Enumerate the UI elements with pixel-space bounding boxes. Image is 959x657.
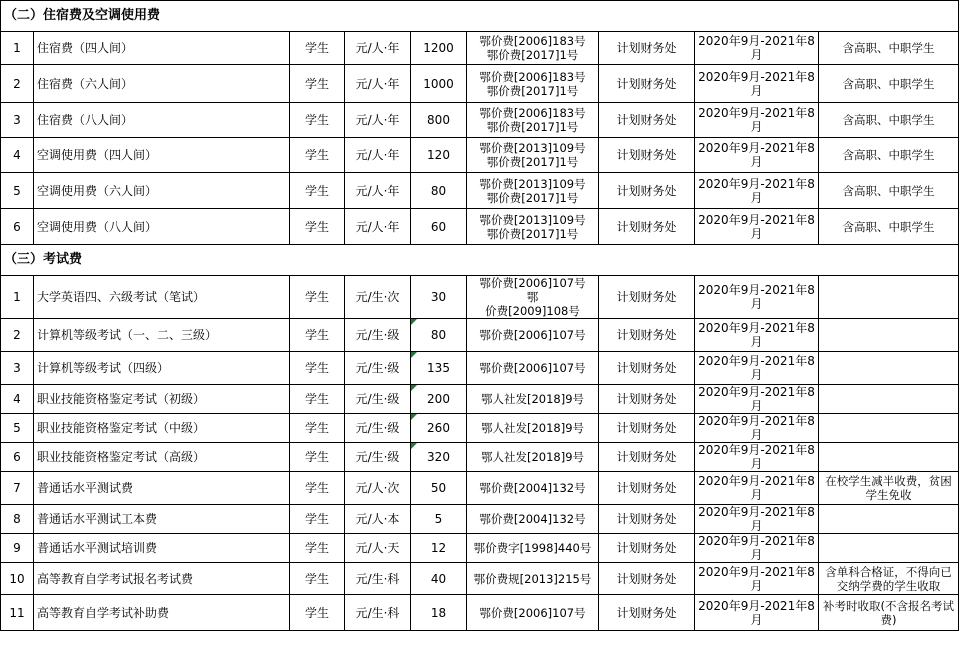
fee-department: 计划财务处	[599, 443, 695, 472]
fee-basis	[467, 563, 599, 595]
row-number: 4	[1, 138, 34, 173]
fee-amount: 50	[411, 472, 467, 505]
table-row	[1, 414, 959, 443]
fee-basis	[467, 472, 599, 505]
fee-basis	[467, 443, 599, 472]
fee-amount: 1000	[411, 65, 467, 103]
fee-target: 学生	[290, 443, 345, 472]
basis-line: 鄂价费[2017]1号	[486, 48, 579, 62]
fee-unit: 元/生·级	[345, 385, 411, 414]
fee-unit: 元/人·年	[345, 103, 411, 138]
fee-note	[819, 385, 959, 414]
fee-item: 计算机等级考试（四级）	[34, 352, 290, 385]
fee-basis	[467, 319, 599, 352]
fee-amount: 60	[411, 209, 467, 245]
fee-target: 学生	[290, 505, 345, 534]
row-number: 11	[1, 595, 34, 631]
fee-note: 含高职、中职学生	[819, 138, 959, 173]
section-title: （三）考试费	[1, 245, 959, 276]
fee-item: 普通话水平测试费	[34, 472, 290, 505]
fee-item: 职业技能资格鉴定考试（中级）	[34, 414, 290, 443]
fee-note	[819, 319, 959, 352]
fee-note: 含单科合格证，不得向已交纳学费的学生收取	[819, 563, 959, 595]
fee-unit: 元/人·年	[345, 32, 411, 65]
fee-period: 2020年9月-2021年8月	[695, 65, 819, 103]
fee-note: 含高职、中职学生	[819, 103, 959, 138]
fee-amount: 1200	[411, 32, 467, 65]
fee-period: 2020年9月-2021年8月	[695, 443, 819, 472]
fee-basis	[467, 32, 599, 65]
fee-target: 学生	[290, 173, 345, 209]
basis-line: 鄂价费[2006]183号	[479, 106, 586, 120]
section-header-row	[1, 1, 959, 32]
fee-target: 学生	[290, 103, 345, 138]
fee-amount: 120	[411, 138, 467, 173]
fee-target: 学生	[290, 276, 345, 319]
fee-table-body	[1, 1, 959, 631]
fee-target: 学生	[290, 414, 345, 443]
fee-note	[819, 505, 959, 534]
fee-period: 2020年9月-2021年8月	[695, 472, 819, 505]
table-row	[1, 505, 959, 534]
fee-note: 含高职、中职学生	[819, 209, 959, 245]
basis-line: 鄂价费[2006]107号 鄂	[479, 276, 598, 304]
row-number: 3	[1, 103, 34, 138]
fee-department: 计划财务处	[599, 138, 695, 173]
basis-line: 价费[2009]108号	[485, 304, 580, 318]
basis-line: 鄂人社发[2018]9号	[480, 450, 585, 464]
fee-unit: 元/人·天	[345, 534, 411, 563]
row-number: 9	[1, 534, 34, 563]
fee-note: 含高职、中职学生	[819, 173, 959, 209]
basis-line: 鄂价费[2017]1号	[486, 120, 579, 134]
fee-unit: 元/生·级	[345, 319, 411, 352]
fee-unit: 元/生·科	[345, 563, 411, 595]
fee-basis	[467, 65, 599, 103]
fee-department: 计划财务处	[599, 65, 695, 103]
fee-basis	[467, 414, 599, 443]
fee-item: 普通话水平测试工本费	[34, 505, 290, 534]
fee-note	[819, 534, 959, 563]
basis-line: 鄂价费[2013]109号	[479, 141, 586, 155]
basis-line: 鄂价费[2006]107号	[479, 605, 586, 620]
fee-department: 计划财务处	[599, 103, 695, 138]
fee-basis	[467, 505, 599, 534]
table-row	[1, 319, 959, 352]
fee-unit: 元/生·级	[345, 443, 411, 472]
table-row	[1, 563, 959, 595]
fee-unit: 元/人·年	[345, 173, 411, 209]
basis-line: 鄂价费规[2013]215号	[473, 571, 592, 586]
fee-period: 2020年9月-2021年8月	[695, 32, 819, 65]
fee-period: 2020年9月-2021年8月	[695, 103, 819, 138]
basis-line: 鄂价费[2004]132号	[479, 512, 586, 526]
fee-amount: 80	[411, 173, 467, 209]
row-number: 2	[1, 65, 34, 103]
fee-amount: 30	[411, 276, 467, 319]
table-row	[1, 103, 959, 138]
fee-target: 学生	[290, 209, 345, 245]
fee-department: 计划财务处	[599, 209, 695, 245]
row-number: 5	[1, 173, 34, 209]
table-row	[1, 443, 959, 472]
fee-item: 高等教育自学考试补助费	[34, 595, 290, 631]
fee-period: 2020年9月-2021年8月	[695, 563, 819, 595]
fee-department: 计划财务处	[599, 414, 695, 443]
fee-amount: 320	[411, 443, 467, 472]
table-row	[1, 276, 959, 319]
fee-department: 计划财务处	[599, 173, 695, 209]
fee-note	[819, 414, 959, 443]
fee-basis	[467, 173, 599, 209]
basis-line: 鄂价费[2013]109号	[479, 212, 586, 227]
fee-period: 2020年9月-2021年8月	[695, 319, 819, 352]
fee-period: 2020年9月-2021年8月	[695, 385, 819, 414]
fee-unit: 元/人·年	[345, 209, 411, 245]
fee-period: 2020年9月-2021年8月	[695, 595, 819, 631]
fee-target: 学生	[290, 472, 345, 505]
fee-note: 含高职、中职学生	[819, 32, 959, 65]
row-number: 2	[1, 319, 34, 352]
row-number: 4	[1, 385, 34, 414]
fee-department: 计划财务处	[599, 32, 695, 65]
fee-department: 计划财务处	[599, 563, 695, 595]
basis-line: 鄂人社发[2018]9号	[480, 392, 585, 406]
fee-item: 空调使用费（六人间）	[34, 173, 290, 209]
fee-note	[819, 276, 959, 319]
basis-line: 鄂价费[2017]1号	[486, 83, 579, 98]
fee-note: 含高职、中职学生	[819, 65, 959, 103]
row-number: 1	[1, 276, 34, 319]
basis-line: 鄂价费[2006]107号	[479, 361, 586, 375]
fee-amount: 18	[411, 595, 467, 631]
fee-target: 学生	[290, 534, 345, 563]
fee-note	[819, 352, 959, 385]
fee-basis	[467, 209, 599, 245]
table-row	[1, 209, 959, 245]
fee-item: 空调使用费（四人间）	[34, 138, 290, 173]
basis-line: 鄂人社发[2018]9号	[480, 421, 585, 435]
row-number: 6	[1, 443, 34, 472]
fee-department: 计划财务处	[599, 505, 695, 534]
fee-unit: 元/人·本	[345, 505, 411, 534]
fee-amount: 40	[411, 563, 467, 595]
table-row	[1, 472, 959, 505]
basis-line: 鄂价费[2006]107号	[479, 328, 586, 342]
fee-target: 学生	[290, 595, 345, 631]
fee-unit: 元/人·次	[345, 472, 411, 505]
fee-department: 计划财务处	[599, 472, 695, 505]
fee-item: 住宿费（八人间）	[34, 103, 290, 138]
table-row	[1, 32, 959, 65]
fee-department: 计划财务处	[599, 319, 695, 352]
row-number: 5	[1, 414, 34, 443]
fee-period: 2020年9月-2021年8月	[695, 352, 819, 385]
fee-amount: 80	[411, 319, 467, 352]
fee-target: 学生	[290, 65, 345, 103]
fee-amount: 800	[411, 103, 467, 138]
fee-period: 2020年9月-2021年8月	[695, 173, 819, 209]
fee-amount: 135	[411, 352, 467, 385]
table-row	[1, 595, 959, 631]
fee-unit: 元/生·次	[345, 276, 411, 319]
fee-basis	[467, 276, 599, 319]
fee-unit: 元/生·科	[345, 595, 411, 631]
row-number: 10	[1, 563, 34, 595]
fee-unit: 元/生·级	[345, 414, 411, 443]
fee-target: 学生	[290, 352, 345, 385]
fee-period: 2020年9月-2021年8月	[695, 414, 819, 443]
fee-item: 住宿费（四人间）	[34, 32, 290, 65]
fee-basis	[467, 103, 599, 138]
fee-period: 2020年9月-2021年8月	[695, 209, 819, 245]
fee-period: 2020年9月-2021年8月	[695, 276, 819, 319]
fee-basis	[467, 352, 599, 385]
fee-period: 2020年9月-2021年8月	[695, 505, 819, 534]
fee-department: 计划财务处	[599, 276, 695, 319]
fee-item: 大学英语四、六级考试（笔试）	[34, 276, 290, 319]
fee-target: 学生	[290, 385, 345, 414]
fee-note	[819, 443, 959, 472]
row-number: 1	[1, 32, 34, 65]
basis-line: 鄂价费[2013]109号	[479, 176, 586, 191]
table-row	[1, 173, 959, 209]
fee-period: 2020年9月-2021年8月	[695, 534, 819, 563]
table-row	[1, 385, 959, 414]
row-number: 7	[1, 472, 34, 505]
fee-item: 职业技能资格鉴定考试（初级）	[34, 385, 290, 414]
fee-item: 高等教育自学考试报名考试费	[34, 563, 290, 595]
fee-item: 职业技能资格鉴定考试（高级）	[34, 443, 290, 472]
basis-line: 鄂价费[2017]1号	[486, 155, 579, 169]
row-number: 3	[1, 352, 34, 385]
fee-item: 住宿费（六人间）	[34, 65, 290, 103]
fee-department: 计划财务处	[599, 385, 695, 414]
fee-amount: 5	[411, 505, 467, 534]
fee-target: 学生	[290, 563, 345, 595]
basis-line: 鄂价费[2006]183号	[479, 34, 586, 48]
fee-item: 空调使用费（八人间）	[34, 209, 290, 245]
fee-note: 补考时收取(不含报名考试费)	[819, 595, 959, 631]
fee-department: 计划财务处	[599, 595, 695, 631]
fee-unit: 元/生·级	[345, 352, 411, 385]
row-number: 8	[1, 505, 34, 534]
fee-target: 学生	[290, 32, 345, 65]
table-row	[1, 138, 959, 173]
fee-target: 学生	[290, 138, 345, 173]
table-row	[1, 65, 959, 103]
fee-unit: 元/人·年	[345, 138, 411, 173]
basis-line: 鄂价费[2017]1号	[486, 226, 579, 241]
section-title: （二）住宿费及空调使用费	[1, 1, 959, 32]
basis-line: 鄂价费[2004]132号	[479, 481, 586, 495]
fee-amount: 260	[411, 414, 467, 443]
row-number: 6	[1, 209, 34, 245]
fee-basis	[467, 534, 599, 563]
fee-department: 计划财务处	[599, 352, 695, 385]
fee-basis	[467, 595, 599, 631]
fee-basis	[467, 138, 599, 173]
fee-department: 计划财务处	[599, 534, 695, 563]
fee-amount: 12	[411, 534, 467, 563]
fee-basis	[467, 385, 599, 414]
table-row	[1, 352, 959, 385]
fee-period: 2020年9月-2021年8月	[695, 138, 819, 173]
fee-target: 学生	[290, 319, 345, 352]
basis-line: 鄂价费字[1998]440号	[473, 541, 592, 555]
basis-line: 鄂价费[2006]183号	[479, 69, 586, 84]
fee-item: 普通话水平测试培训费	[34, 534, 290, 563]
fee-unit: 元/人·年	[345, 65, 411, 103]
fee-amount: 200	[411, 385, 467, 414]
basis-line: 鄂价费[2017]1号	[486, 190, 579, 205]
fee-item: 计算机等级考试（一、二、三级）	[34, 319, 290, 352]
section-header-row	[1, 245, 959, 276]
table-row	[1, 534, 959, 563]
fee-note: 在校学生减半收费，贫困学生免收	[819, 472, 959, 505]
